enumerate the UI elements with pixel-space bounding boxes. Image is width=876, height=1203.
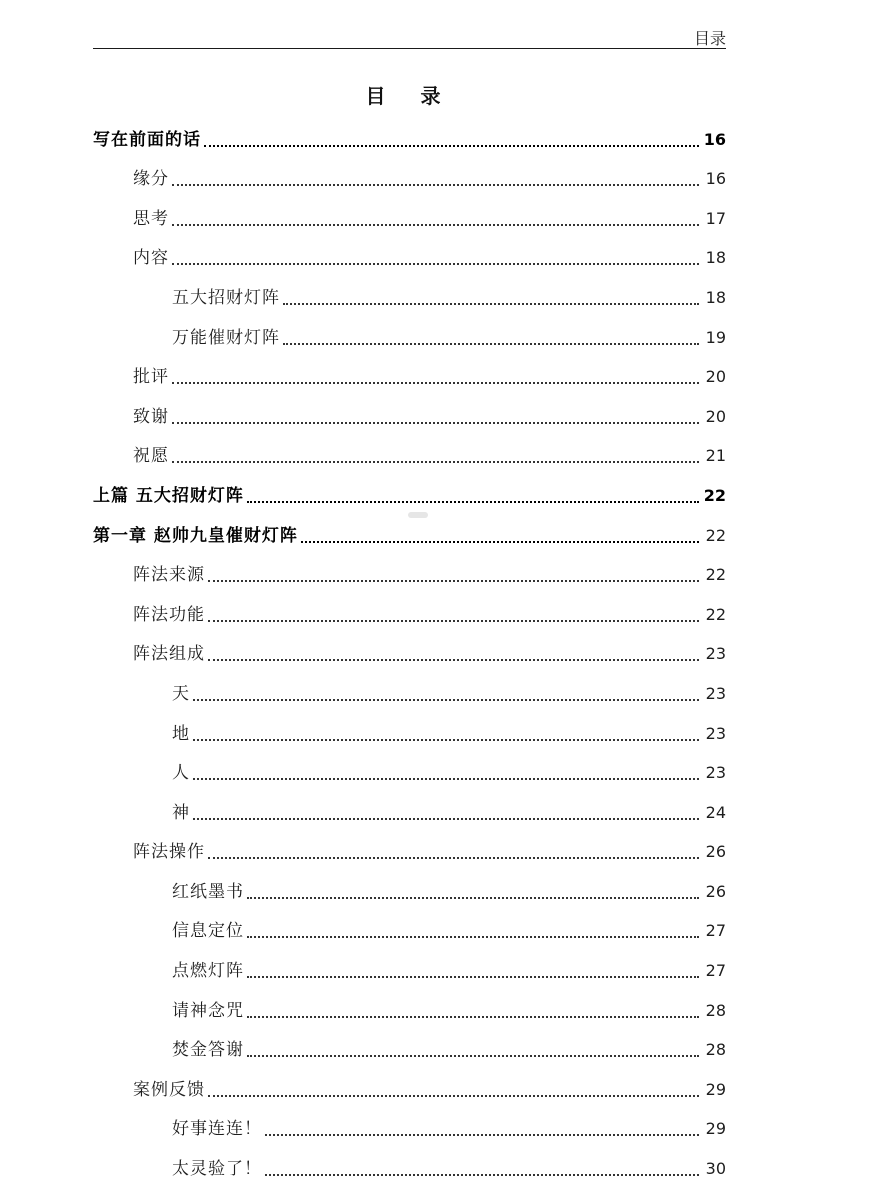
toc-entry-label: 缘分 [133,169,169,190]
toc-entry-good-things[interactable] [172,1103,726,1143]
toc-entry-light-lamps[interactable] [172,944,726,984]
toc-entry-universal-lamp-array[interactable] [172,311,726,351]
dot-leader [208,857,699,859]
toc-entry-label: 写在前面的话 [93,129,201,150]
toc-entry-label: 焚金答谢 [172,1040,244,1061]
toc-entry-label: 太灵验了！ [172,1159,262,1180]
toc-entry-wishes[interactable] [133,430,726,470]
dot-leader [247,936,699,938]
table-of-contents [0,113,876,1182]
dot-leader [265,1134,699,1136]
dot-leader [204,145,699,147]
dot-leader [283,343,699,345]
dot-leader [172,422,699,424]
toc-entry-red-paper[interactable] [172,865,726,905]
toc-entry-page: 21 [705,446,726,466]
toc-entry-thanks[interactable] [133,390,726,430]
toc-entry-label: 阵法功能 [133,604,205,625]
dot-leader [283,303,699,305]
dot-leader [193,739,699,741]
toc-entry-page: 27 [705,961,726,981]
toc-entry-label: 阵法组成 [133,644,205,665]
toc-entry-page: 19 [705,327,726,347]
dot-leader [265,1174,699,1176]
toc-entry-array-origin[interactable] [133,549,726,589]
toc-entry-label: 五大招财灯阵 [172,287,280,308]
dot-leader [247,1016,699,1018]
toc-entry-page: 26 [705,881,726,901]
toc-entry-page: 22 [703,485,726,505]
dot-leader [208,1095,699,1097]
toc-entry-page: 16 [705,169,726,189]
toc-entry-label: 案例反馈 [133,1079,205,1100]
toc-entry-part-one[interactable] [93,469,726,509]
toc-entry-deity[interactable] [172,786,726,826]
dot-leader [172,224,699,226]
dot-leader [301,541,699,543]
toc-entry-label: 祝愿 [133,446,169,467]
toc-entry-label: 好事连连！ [172,1119,262,1140]
toc-title: 目 录 [365,84,455,108]
toc-entry-label: 思考 [133,208,169,229]
toc-entry-label: 内容 [133,248,169,269]
toc-entry-array-function[interactable] [133,588,726,628]
toc-entry-page: 28 [705,1040,726,1060]
dot-leader [247,976,699,978]
toc-entry-thinking[interactable] [133,192,726,232]
toc-entry-label: 点燃灯阵 [172,961,244,982]
toc-entry-page: 22 [705,565,726,585]
toc-entry-page: 18 [705,248,726,268]
toc-entry-label: 批评 [133,367,169,388]
toc-entry-five-lamp-arrays[interactable] [172,271,726,311]
toc-entry-label: 神 [172,802,190,823]
toc-entry-page: 22 [705,525,726,545]
scan-smudge [408,512,428,518]
toc-entry-label: 天 [172,683,190,704]
toc-entry-page: 29 [705,1119,726,1139]
toc-entry-array-composition[interactable] [133,628,726,668]
toc-entry-page: 24 [705,802,726,822]
toc-entry-label: 致谢 [133,406,169,427]
toc-entry-label: 红纸墨书 [172,881,244,902]
dot-leader [193,699,699,701]
dot-leader [247,501,699,503]
toc-entry-page: 26 [705,842,726,862]
dot-leader [208,580,699,582]
toc-entry-page: 16 [703,129,726,149]
toc-entry-label: 阵法来源 [133,565,205,586]
toc-entry-page: 20 [705,367,726,387]
toc-entry-page: 30 [705,1159,726,1179]
dot-leader [172,184,699,186]
toc-entry-content[interactable] [133,232,726,272]
dot-leader [247,1055,699,1057]
toc-entry-label: 人 [172,763,190,784]
toc-entry-criticism[interactable] [133,351,726,391]
toc-entry-earth[interactable] [172,707,726,747]
toc-entry-label: 第一章 赵帅九皇催财灯阵 [93,525,298,546]
toc-entry-page: 17 [705,208,726,228]
toc-entry-so-effective[interactable] [172,1142,726,1182]
toc-entry-page: 23 [705,644,726,664]
toc-entry-invoke-chant[interactable] [172,984,726,1024]
dot-leader [208,620,699,622]
running-header-title: 目录 [693,29,726,48]
toc-entry-page: 18 [705,287,726,307]
toc-entry-page: 27 [705,921,726,941]
toc-entry-page: 22 [705,604,726,624]
toc-entry-label: 上篇 五大招财灯阵 [93,485,244,506]
toc-entry-label: 阵法操作 [133,842,205,863]
toc-entry-page: 23 [705,683,726,703]
toc-entry-page: 23 [705,723,726,743]
toc-entry-label: 请神念咒 [172,1000,244,1021]
toc-entry-info-positioning[interactable] [172,905,726,945]
toc-entry-preface[interactable] [93,113,726,153]
header-rule [93,48,726,49]
toc-entry-page: 23 [705,763,726,783]
toc-entry-page: 29 [705,1079,726,1099]
dot-leader [193,818,699,820]
toc-entry-label: 万能催财灯阵 [172,327,280,348]
dot-leader [172,461,699,463]
dot-leader [172,263,699,265]
toc-entry-heaven[interactable] [172,667,726,707]
toc-entry-burn-gold[interactable] [172,1024,726,1064]
toc-entry-fate[interactable] [133,153,726,193]
toc-entry-label: 地 [172,723,190,744]
toc-entry-array-operation[interactable] [133,826,726,866]
dot-leader [247,897,699,899]
dot-leader [193,778,699,780]
dot-leader [208,659,699,661]
toc-entry-case-feedback[interactable] [133,1063,726,1103]
toc-entry-page: 28 [705,1000,726,1020]
toc-entry-label: 信息定位 [172,921,244,942]
dot-leader [172,382,699,384]
toc-entry-human[interactable] [172,747,726,787]
toc-entry-page: 20 [705,406,726,426]
